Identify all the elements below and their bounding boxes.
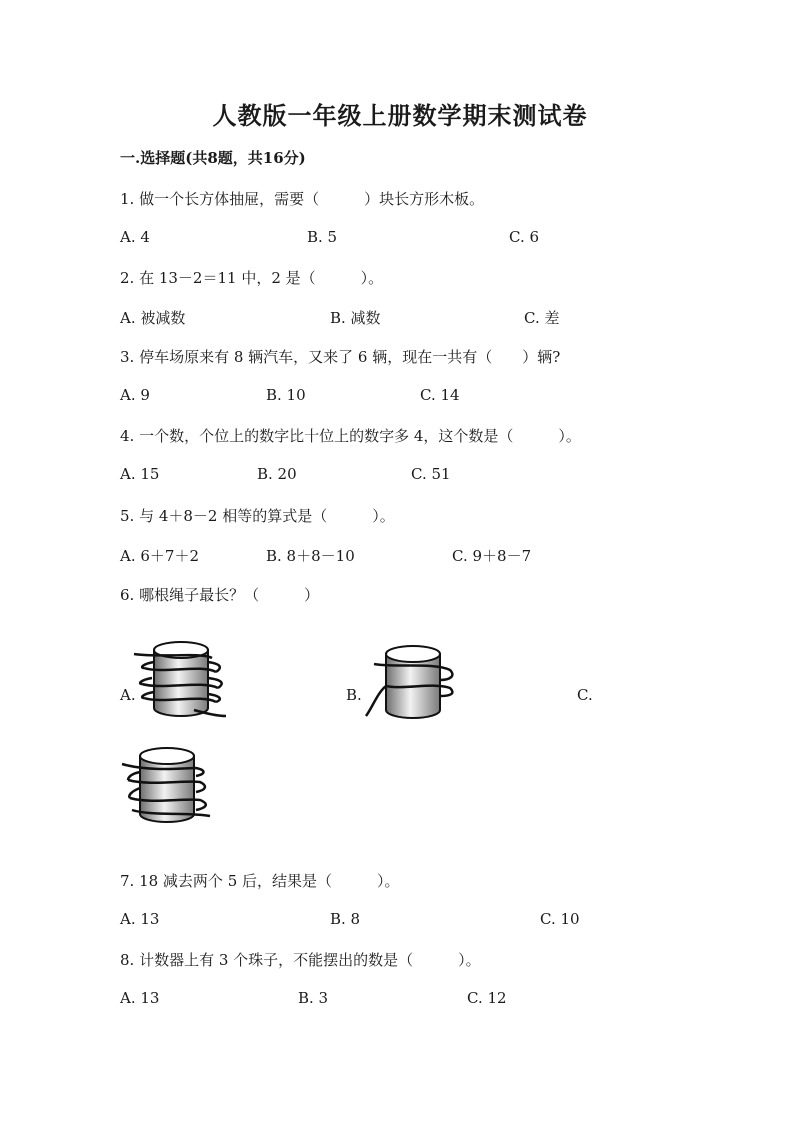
- question-4: 4. 一个数，个位上的数字比十位上的数字多 4，这个数是（ ）。: [120, 427, 581, 445]
- q4-option-a[interactable]: A. 15: [120, 465, 160, 483]
- q7-option-b[interactable]: B. 8: [330, 910, 361, 928]
- q6-option-a[interactable]: A.: [120, 686, 136, 704]
- page-title: 人教版一年级上册数学期末测试卷: [212, 101, 588, 130]
- q2-option-b[interactable]: B. 减数: [330, 309, 381, 327]
- q1-option-c[interactable]: C. 6: [509, 228, 540, 246]
- q5-option-b[interactable]: B. 8＋8－10: [266, 547, 355, 565]
- rope-cylinder-a-image: [132, 638, 228, 722]
- q2-option-c[interactable]: C. 差: [524, 309, 560, 327]
- q6-option-c[interactable]: C.: [577, 686, 593, 704]
- rope-cylinder-c-image: [120, 742, 216, 826]
- q3-option-b[interactable]: B. 10: [266, 386, 306, 404]
- q7-option-a[interactable]: A. 13: [120, 910, 160, 928]
- q3-option-a[interactable]: A. 9: [120, 386, 150, 404]
- q8-option-c[interactable]: C. 12: [467, 989, 507, 1007]
- question-6: 6. 哪根绳子最长？（ ）: [120, 586, 320, 604]
- q2-option-a[interactable]: A. 被减数: [120, 309, 186, 327]
- q7-option-c[interactable]: C. 10: [540, 910, 580, 928]
- q4-option-b[interactable]: B. 20: [257, 465, 297, 483]
- rope-cylinder-b-image: [364, 642, 454, 722]
- q8-option-a[interactable]: A. 13: [120, 989, 160, 1007]
- q3-option-c[interactable]: C. 14: [420, 386, 460, 404]
- q5-option-a[interactable]: A. 6＋7＋2: [120, 547, 199, 565]
- q1-option-b[interactable]: B. 5: [307, 228, 338, 246]
- q1-option-a[interactable]: A. 4: [120, 228, 150, 246]
- question-1: 1. 做一个长方体抽屉，需要（ ）块长方形木板。: [120, 190, 485, 208]
- question-8: 8. 计数器上有 3 个珠子，不能摆出的数是（ ）。: [120, 951, 481, 969]
- q5-option-c[interactable]: C. 9＋8－7: [452, 547, 532, 565]
- question-5: 5. 与 4＋8－2 相等的算式是（ ）。: [120, 507, 395, 525]
- section-heading: 一.选择题(共8题，共16分): [120, 149, 306, 167]
- q6-option-b[interactable]: B.: [346, 686, 362, 704]
- question-2: 2. 在 13－2＝11 中，2 是（ ）。: [120, 269, 384, 287]
- q8-option-b[interactable]: B. 3: [298, 989, 329, 1007]
- question-7: 7. 18 减去两个 5 后，结果是（ ）。: [120, 872, 400, 890]
- question-3: 3. 停车场原来有 8 辆汽车，又来了 6 辆，现在一共有（ ）辆?: [120, 348, 561, 366]
- q4-option-c[interactable]: C. 51: [411, 465, 451, 483]
